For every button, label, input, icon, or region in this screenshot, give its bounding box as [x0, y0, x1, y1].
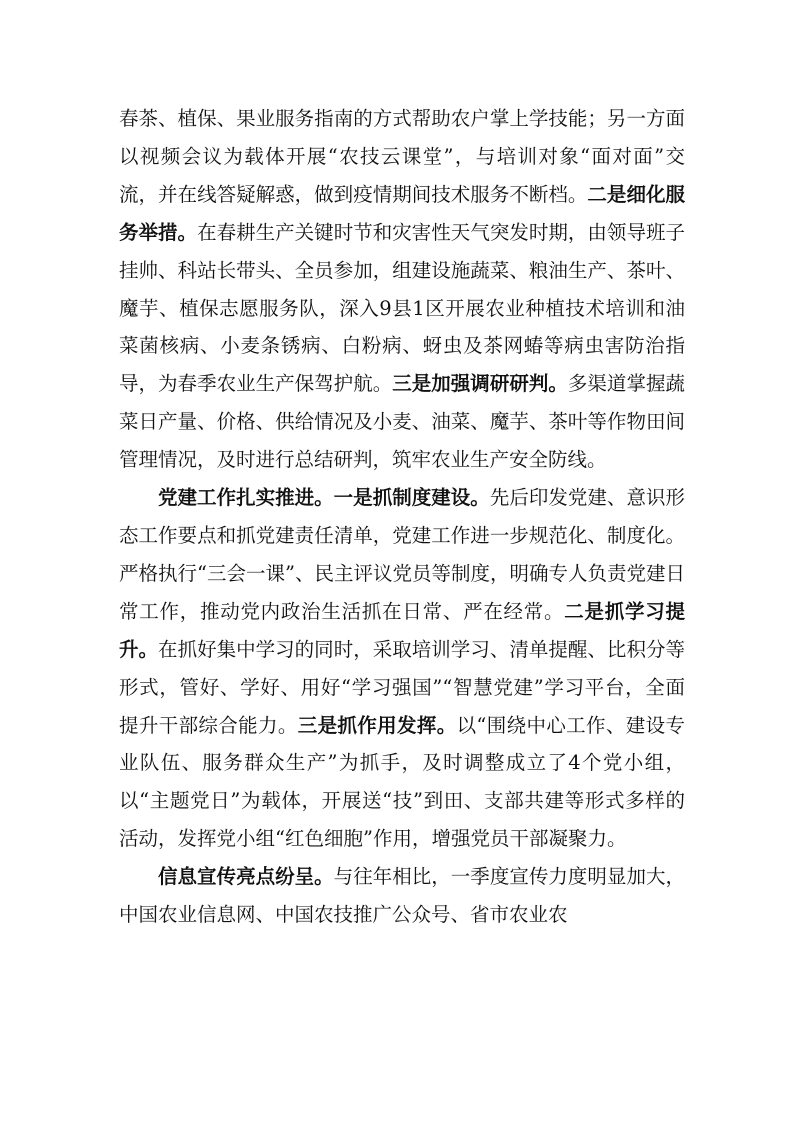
bold-heading: 党建工作扎实推进。一是抓制度建设。 [158, 486, 490, 510]
paragraph-text: 在春耕生产关键时节和灾害性天气突发时期，由领导班子挂帅、科站长带头、全员参加，组建设施蔬菜、粮油生产、茶叶、魔芋、植保志愿服务队，深入9县1区开展农业种植技术培训和油菜菌核病、小麦条锈病、白粉病、蚜虫及茶网蝽等病虫害防治指导，为春季农业生产保驾护航。 [119, 220, 685, 396]
paragraph-publicity [119, 858, 685, 934]
paragraph-text: 与往年相比，一季度宣传力度明显加大，中国农业信息网、中国农技推广公众号、省市农业农 [119, 865, 685, 927]
paragraph-text: 先后印发党建、意识形态工作要点和抓党建责任清单，党建工作进一步规范化、制度化。严格执行“三会一课”、民主评议党员等制度，明确专人负责党建日常工作，推动党内政治生活抓在日常、严在经常。 [119, 486, 685, 623]
paragraph-text: 以“围绕中心工作、建设专业队伍、服务群众生产”为抓手，及时调整成立了4个党小组，以“主题党日”为载体，开展送“技”到田、支部共建等形式多样的活动，发挥党小组“红色细胞”作用，增强党员干部凝聚力。 [119, 713, 685, 851]
paragraph-text: 春茶、植保、果业服务指南的方式帮助农户掌上学技能；另一方面以视频会议为载体开展“农技云课堂”，与培训对象“面对面”交流，并在线答疑解惑，做到疫情期间技术服务不断档。 [119, 107, 685, 206]
paragraph-text: 多渠道掌握蔬菜日产量、价格、供给情况及小麦、油菜、魔芋、茶叶等作物田间管理情况，及时进行总结研判，筑牢农业生产安全防线。 [119, 372, 685, 472]
bold-heading: 信息宣传亮点纷呈。 [158, 865, 334, 889]
paragraph-party-building [119, 479, 685, 858]
bold-heading: 二是细化服务举措。 [119, 182, 685, 244]
paragraph-services [119, 100, 685, 479]
bold-heading: 三是加强调研研判。 [392, 372, 568, 396]
bold-heading: 二是抓学习提升。 [119, 599, 685, 661]
document-body [119, 100, 685, 934]
paragraph-text: 在抓好集中学习的同时，采取培训学习、清单提醒、比积分等形式，管好、学好、用好“学习强国”“智慧党建”学习平台，全面提升干部综合能力。 [119, 637, 685, 737]
bold-heading: 三是抓作用发挥。 [297, 713, 457, 737]
